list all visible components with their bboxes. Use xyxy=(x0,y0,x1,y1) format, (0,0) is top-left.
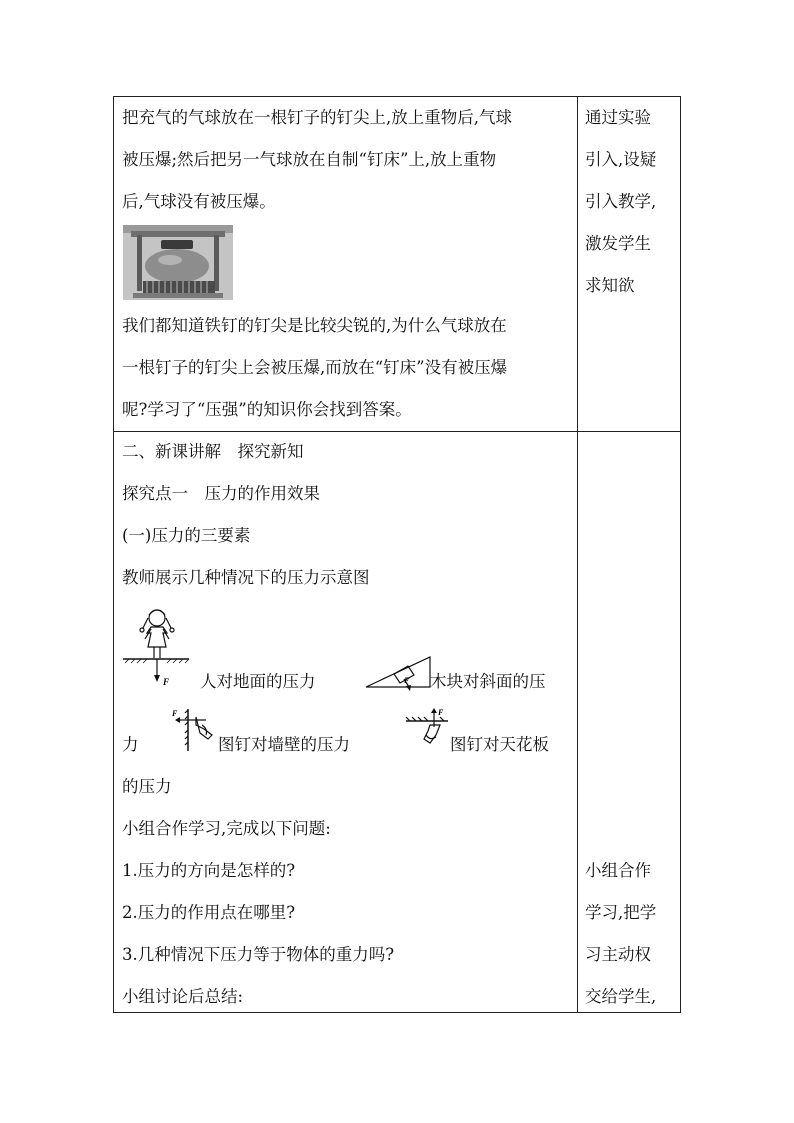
block-figure-label: 木块对斜面的压 xyxy=(430,672,546,691)
wall-figure-label: 图钉对墙壁的压力 xyxy=(218,735,350,754)
teaching-note-line: 学习,把学 xyxy=(585,903,657,922)
question-line: 我们都知道铁钉的钉尖是比较尖锐的,为什么气球放在 xyxy=(122,316,507,335)
ceiling-figure-label: 图钉对天花板 xyxy=(450,735,549,754)
svg-text:F: F xyxy=(438,708,444,717)
block-figure-label-continued: 力 xyxy=(122,735,139,754)
thumbtack-ceiling-figure xyxy=(404,707,450,751)
intro-line: 被压爆;然后把另一气球放在自制“钉床”上,放上重物 xyxy=(122,150,497,169)
block-on-incline-figure xyxy=(364,653,432,693)
question-line: 呢?学习了“压强”的知识你会找到答案。 xyxy=(122,400,412,419)
intro-line: 后,气球没有被压爆。 xyxy=(122,192,276,211)
section-heading: 二、新课讲解 探究新知 xyxy=(122,442,304,461)
teaching-note-line: 求知欲 xyxy=(585,276,635,295)
task-intro: 小组合作学习,完成以下问题: xyxy=(122,819,331,838)
intro-line: 把充气的气球放在一根钉子的钉尖上,放上重物后,气球 xyxy=(122,108,512,127)
teaching-note-line: 引入教学, xyxy=(585,192,657,211)
row-divider xyxy=(114,431,680,432)
lesson-table xyxy=(113,96,681,1013)
thumbtack-wall-figure xyxy=(172,707,218,753)
person-on-ground-figure xyxy=(121,605,191,695)
teaching-note-line: 引入,设疑 xyxy=(585,150,657,169)
teaching-note-line: 激发学生 xyxy=(585,234,651,253)
teaching-note-line: 习主动权 xyxy=(585,945,651,964)
section-subheading: 探究点一 压力的作用效果 xyxy=(122,484,320,503)
teaching-note-line: 交给学生, xyxy=(585,987,657,1006)
task-question: 2.压力的作用点在哪里? xyxy=(122,903,296,922)
section-text: 教师展示几种情况下的压力示意图 xyxy=(122,568,370,587)
balloon-nail-bed-photo xyxy=(123,225,233,300)
svg-text:F: F xyxy=(404,676,410,685)
svg-text:F: F xyxy=(163,677,170,687)
teaching-note-line: 小组合作 xyxy=(585,861,651,880)
column-divider xyxy=(577,97,578,1012)
person-figure-label: 人对地面的压力 xyxy=(200,672,316,691)
teaching-note-line: 通过实验 xyxy=(585,108,651,127)
task-question: 1.压力的方向是怎样的? xyxy=(122,861,296,880)
section-subheading: (一)压力的三要素 xyxy=(122,526,251,545)
task-question: 3.几种情况下压力等于物体的重力吗? xyxy=(122,945,395,964)
task-summary: 小组讨论后总结: xyxy=(122,987,244,1006)
ceiling-figure-label-continued: 的压力 xyxy=(122,777,172,796)
question-line: 一根钉子的钉尖上会被压爆,而放在“钉床”没有被压爆 xyxy=(122,358,508,377)
svg-text:F: F xyxy=(172,709,178,718)
